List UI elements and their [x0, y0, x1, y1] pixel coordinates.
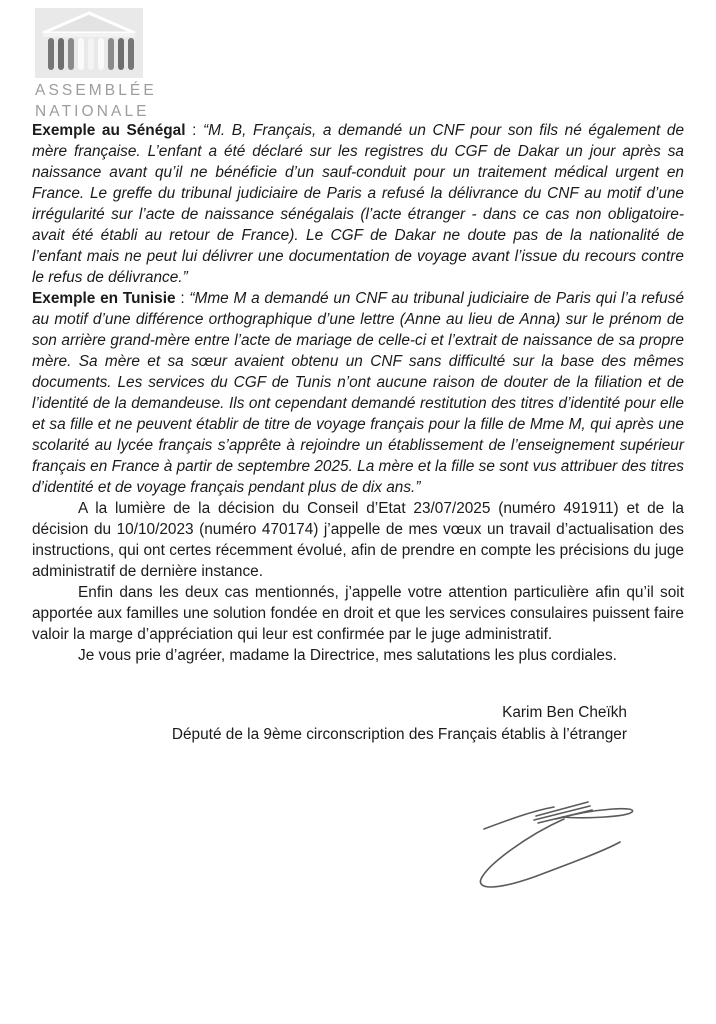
example-senegal-separator: : — [185, 122, 203, 139]
paragraph-enfin: Enfin dans les deux cas mentionnés, j’appelle votre attention particulière afin qu’il soit apportée aux familles une solution fondée en droit et que les services consulaires puissent faire valoir la marge d’appréciation qui leur est confirmée par le juge administratif. — [32, 584, 684, 643]
logo-wordmark-line1: ASSEMBLÉE — [35, 82, 157, 99]
example-tunisie-paragraph — [32, 288, 684, 498]
signatory-block — [32, 702, 684, 746]
paragraph-conseil-etat: A la lumière de la décision du Conseil d’Etat 23/07/2025 (numéro 491911) et de la décision du 10/10/2023 (numéro 470174) j’appelle de mes vœux un travail d’actualisation des instructions, qui ont certes récemment évolué, afin de prendre en compte les précisions du juge administratif de dernière instance. — [32, 500, 684, 580]
example-senegal-quote: “M. B, Français, a demandé un CNF pour son fils né également de mère française. L’enfant a été déclaré sur les registres du CGF de Dakar un jour après sa naissance avant qu’il ne bénéficie d’un sauf-conduit pour un traitement médical urgent en France. Le greffe du tribunal judiciaire de Paris a refusé la délivrance du CNF au motif d’une irrégularité sur l’acte de naissance sénégalais (l’acte étranger - dans ce cas non obligatoire- avait été établi au retour de France). Le CGF de Dakar ne doute pas de la nationalité de l’enfant mais ne peut lui délivrer une documentation de voyage avant l’issue du recours contre le refus de délivrance.” — [32, 122, 685, 286]
example-tunisie-lead: Exemple en Tunisie — [32, 290, 176, 307]
assemblee-nationale-emblem-icon — [35, 8, 143, 78]
closing-salutation: Je vous prie d’agréer, madame la Directrice, mes salutations les plus cordiales. — [78, 647, 617, 664]
example-tunisie-separator: : — [175, 290, 190, 307]
signatory-name: Karim Ben Cheïkh — [502, 704, 627, 721]
handwritten-signature — [466, 798, 706, 908]
example-tunisie-quote: “Mme M a demandé un CNF au tribunal judiciaire de Paris qui l’a refusé au motif d’une différence orthographique d’une lettre (Anne au lieu de Anna) sur le prénom de son arrière grand-mère entre l’acte de mariage de celle-ci et l’extrait de naissance de sa propre mère. Sa mère et sa sœur avaient obtenu un CNF sans difficulté sur la base des mêmes documents. Les services du CGF de Tunis n’ont aucune raison de douter de la filiation et de l’identité de la demandeuse. Ils ont cependant demandé restitution des titres d’identité pour elle et sa fille et ne peuvent établir de titre de voyage français pour la fille de Mme M, qui après une scolarité au lycée français s’apprête à rejoindre un établissement de l’enseignement supérieur français en France à partir de septembre 2025. La mère et la fille se sont vus attribuer des titres d’identité et de voyage français pendant plus de dix ans.” — [32, 290, 684, 496]
example-senegal-lead: Exemple au Sénégal — [32, 122, 186, 139]
assemblee-nationale-logo — [35, 8, 157, 120]
logo-wordmark-line2: NATIONALE — [35, 103, 150, 120]
signatory-title: Député de la 9ème circonscription des Français établis à l’étranger — [171, 726, 627, 743]
example-senegal-paragraph — [32, 120, 684, 288]
letter-body — [32, 120, 684, 746]
